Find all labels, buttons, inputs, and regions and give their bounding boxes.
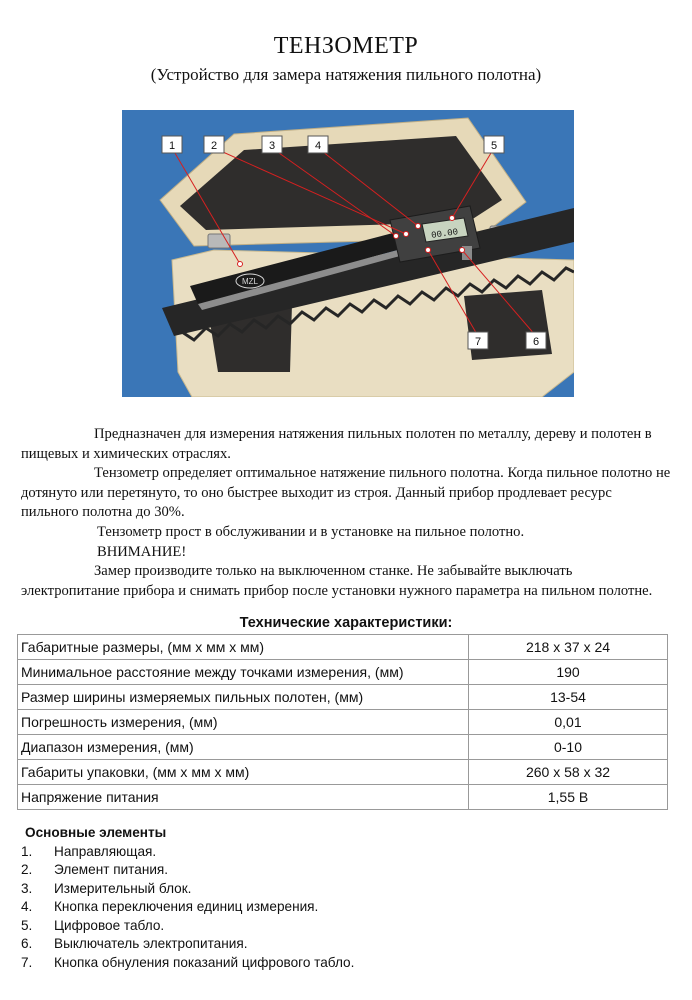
spec-value: 260 х 58 х 32: [469, 760, 668, 785]
elements-section: [21, 824, 641, 972]
callout-label-3: 3: [268, 140, 276, 152]
spec-value: 13-54: [469, 685, 668, 710]
list-item: [21, 935, 641, 954]
elements-heading: Основные элементы: [25, 825, 167, 840]
description-paragraph-1: Предназначен для измерения натяжения пильных полотен по металлу, дереву и полотен в пищевых и химических отраслях.: [21, 426, 652, 462]
spec-value: 190: [469, 660, 668, 685]
table-row: [18, 660, 668, 685]
item-number: 7.: [21, 954, 33, 970]
specs-table: [17, 634, 668, 810]
elements-list: [21, 843, 641, 973]
spec-name: Погрешность измерения, (мм): [18, 710, 469, 735]
page-subtitle: (Устройство для замера натяжения пильного полотна): [150, 65, 542, 84]
table-row: [18, 785, 668, 810]
spec-value: 1,55 В: [469, 785, 668, 810]
item-text: Измерительный блок.: [54, 880, 192, 896]
callout-label-7: 7: [474, 336, 482, 348]
callout-label-4: 4: [314, 140, 322, 152]
description-paragraph-2: Тензометр определяет оптимальное натяжение пильного полотна. Когда пильное полотно не дотянуто или перетянуто, то оно быстрее выходит из строя. Данный прибор продлевает ресурс пильного полотна до 30%.: [21, 465, 671, 521]
callout-label-1: 1: [168, 140, 176, 152]
brand-logo-text: MZL: [242, 277, 258, 286]
list-item: [21, 843, 641, 862]
item-number: 4.: [21, 899, 33, 914]
page-title: ТЕНЗОМЕТР: [273, 33, 419, 59]
item-number: 5.: [21, 917, 33, 933]
table-row: [18, 685, 668, 710]
spec-name: Габаритные размеры, (мм х мм х мм): [18, 635, 469, 660]
spec-name: Минимальное расстояние между точками измерения, (мм): [18, 660, 469, 685]
specs-heading: Технические характеристики:: [239, 615, 453, 631]
product-photo: [122, 110, 574, 397]
item-text: Направляющая.: [54, 843, 157, 859]
spec-name: Габариты упаковки, (мм х мм х мм): [18, 760, 469, 785]
item-text: Кнопка переключения единиц измерения.: [54, 899, 319, 914]
list-item: [21, 954, 641, 973]
table-row: [18, 635, 668, 660]
list-item: [21, 917, 641, 936]
list-item: [21, 861, 641, 880]
warning-label: ВНИМАНИЕ!: [97, 543, 187, 560]
table-row: [18, 710, 668, 735]
description-paragraph-3: Тензометр прост в обслуживании и в установке на пильное полотно.: [97, 523, 525, 540]
item-number: 3.: [21, 880, 33, 896]
item-number: 2.: [21, 862, 33, 877]
spec-name: Напряжение питания: [18, 785, 469, 810]
spec-value: 0-10: [469, 735, 668, 760]
item-text: Элемент питания.: [54, 862, 169, 877]
display-reading: 00.00: [430, 227, 459, 241]
spec-name: Диапазон измерения, (мм): [18, 735, 469, 760]
table-row: [18, 760, 668, 785]
spec-name: Размер ширины измеряемых пильных полотен, (мм): [18, 685, 469, 710]
item-text: Цифровое табло.: [54, 917, 165, 933]
callout-label-5: 5: [490, 140, 498, 152]
callout-label-6: 6: [532, 336, 540, 348]
spec-value: 0,01: [469, 710, 668, 735]
table-row: [18, 735, 668, 760]
spec-value: 218 х 37 х 24: [469, 635, 668, 660]
list-item: [21, 898, 641, 917]
list-item: [21, 880, 641, 899]
item-number: 1.: [21, 843, 33, 859]
item-number: 6.: [21, 936, 33, 951]
item-text: Выключатель электропитания.: [54, 936, 248, 951]
warning-text: Замер производите только на выключенном станке. Не забывайте выключать электропитание прибора и снимать прибор после установки нужного параметра на пильном полотне.: [21, 563, 653, 599]
item-text: Кнопка обнуления показаний цифрового табло.: [54, 954, 355, 970]
description: [21, 425, 673, 601]
callout-label-2: 2: [210, 140, 218, 152]
